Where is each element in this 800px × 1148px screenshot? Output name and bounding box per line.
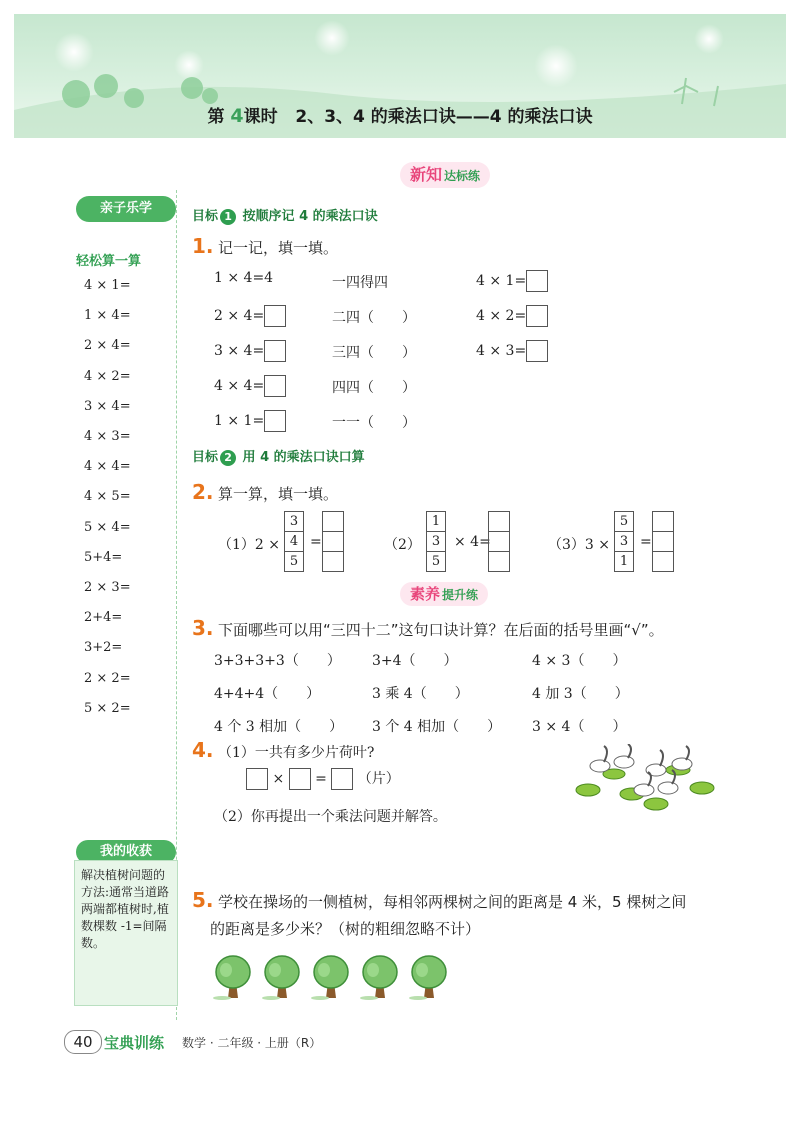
- q1-equation-text: 4 × 2=: [476, 308, 527, 324]
- q3-heading: [192, 616, 664, 640]
- quick-calc-title: 轻松算一算: [76, 254, 142, 269]
- q2-p2-answer-column[interactable]: [488, 511, 510, 572]
- section-new-label: 新知: [410, 165, 443, 184]
- brand-logo: 宝典训练: [104, 1034, 165, 1052]
- quick-calc-item: 4 × 5=: [84, 489, 131, 505]
- quick-calc-item: 5 × 4=: [84, 519, 131, 535]
- q2-p1-label: （1）2 ×: [218, 537, 280, 553]
- q5-heading: [192, 888, 686, 912]
- q2-text: 算一算，填一填。: [217, 485, 338, 503]
- q1-equation-text: 3 × 4=: [214, 343, 265, 359]
- header-banner: [14, 14, 786, 138]
- q1-equation: [214, 375, 286, 397]
- quick-calc-item: 2 × 3=: [84, 580, 131, 595]
- q2-p3-label: （3）3 ×: [548, 537, 610, 553]
- goal-1-prefix: 目标: [192, 209, 219, 224]
- q1-rhyme: 一一（ ）: [332, 415, 416, 431]
- q2-p3-cell: 5: [615, 512, 634, 532]
- q1-text: 记一记，填一填。: [217, 239, 338, 257]
- tip-box: 解决植树问题的方法:通常当道路两端都植树时,植数棵数 -1=间隔数。: [74, 860, 178, 1006]
- q5-line1: 学校在操场的一侧植树，每相邻两棵树之间的距离是 4 米，5 棵树之间: [217, 893, 687, 911]
- q2-p3-cell: 3: [615, 532, 634, 552]
- q5-line2: 的距离是多少米？（树的粗细忽略不计）: [210, 920, 481, 938]
- q1-equation-text: 4 × 3=: [476, 343, 527, 359]
- q2-heading: [192, 480, 338, 504]
- tree-icon: [408, 952, 450, 1000]
- quick-calc-item: 4 × 1=: [84, 278, 131, 293]
- answer-box[interactable]: [289, 768, 311, 790]
- lesson-prefix: 第: [207, 107, 225, 127]
- q1-rhyme: 二四（ ）: [332, 310, 416, 326]
- q3-option[interactable]: 3+3+3+3（ ）: [214, 653, 341, 669]
- q2-p3-answer-column[interactable]: [652, 511, 674, 572]
- q1-equation-text: 4 × 1=: [476, 273, 527, 289]
- goal-1-number: 1: [220, 209, 236, 225]
- q2-number: 2.: [192, 480, 214, 504]
- q2-p1-equals: =: [310, 534, 322, 550]
- q2-p1-cell: 3: [285, 512, 304, 532]
- q1-rhyme: 一四得四: [332, 275, 388, 291]
- answer-box[interactable]: [526, 340, 548, 362]
- lesson-number: 4: [230, 105, 244, 127]
- tree-icon: [310, 952, 352, 1000]
- answer-box[interactable]: [653, 512, 674, 532]
- q3-option[interactable]: 3 乘 4（ ）: [372, 686, 469, 702]
- answer-box[interactable]: [526, 270, 548, 292]
- q3-number: 3.: [192, 616, 214, 640]
- q3-option[interactable]: 4+4+4（ ）: [214, 686, 321, 702]
- quick-calc-item: 4 × 4=: [84, 459, 131, 475]
- equals-sign: =: [315, 771, 327, 787]
- tree-icon: [359, 952, 401, 1000]
- answer-box[interactable]: [264, 410, 286, 432]
- q3-option[interactable]: 3+4（ ）: [372, 653, 458, 669]
- q1-equation: [476, 270, 548, 292]
- answer-box[interactable]: [489, 552, 510, 572]
- section-improve-label: 素养: [410, 585, 441, 603]
- q2-p2-column: [426, 511, 446, 572]
- lesson-topic: 2、3、4 的乘法口诀——4 的乘法口诀: [295, 107, 593, 127]
- q2-p3-equals: =: [640, 534, 652, 550]
- q2-p1-cell: 4: [285, 532, 304, 552]
- q1-equation-text: 1 × 4=4: [214, 270, 274, 286]
- section-new-sub: 达标练: [444, 169, 481, 183]
- q4-number: 4.: [192, 738, 214, 762]
- answer-box[interactable]: [331, 768, 353, 790]
- quick-calc-item: 3 × 4=: [84, 398, 131, 414]
- answer-box[interactable]: [246, 768, 268, 790]
- goal-1-text: 按顺序记 4 的乘法口诀: [242, 209, 378, 224]
- q1-equation: [476, 305, 548, 327]
- q4-equation: [246, 768, 400, 790]
- q2-p2-cell: 5: [427, 552, 446, 572]
- q1-rhyme: 三四（ ）: [332, 345, 416, 361]
- times-sign: ×: [272, 771, 285, 787]
- q3-text: 下面哪些可以用“三四十二”这句口诀计算？在后面的括号里画“√”。: [217, 621, 664, 639]
- answer-box[interactable]: [323, 532, 344, 552]
- answer-box[interactable]: [264, 305, 286, 327]
- q1-equation: [214, 305, 286, 327]
- q1-equation: [476, 340, 548, 362]
- answer-box[interactable]: [489, 532, 510, 552]
- q2-p1-column: [284, 511, 304, 572]
- q4-part2: （2）你再提出一个乘法问题并解答。: [214, 809, 447, 825]
- q3-option[interactable]: 3 个 4 相加（ ）: [372, 719, 502, 735]
- q1-rhyme: 四四（ ）: [332, 380, 416, 396]
- lesson-title: [14, 102, 786, 127]
- answer-box[interactable]: [323, 552, 344, 572]
- quick-calc-item: 1 × 4=: [84, 308, 131, 324]
- q4-part1: （1）一共有多少片荷叶?: [217, 745, 375, 761]
- quick-calc-item: 5+4=: [84, 549, 123, 565]
- section-improve-header: [400, 582, 488, 606]
- answer-box[interactable]: [489, 512, 510, 532]
- q1-heading: [192, 234, 338, 258]
- answer-box[interactable]: [264, 340, 286, 362]
- quick-calc-item: 2 × 2=: [84, 670, 131, 686]
- q1-equation-text: 4 × 4=: [214, 378, 265, 394]
- q2-p2-cell: 1: [427, 512, 446, 532]
- q1-equation: [214, 340, 286, 362]
- q2-p2-label: （2）: [384, 537, 421, 553]
- page-number: 40: [64, 1030, 102, 1054]
- unit-label: （片）: [357, 771, 400, 787]
- book-info: 数学 · 二年级 · 上册（R）: [182, 1036, 322, 1050]
- answer-box[interactable]: [323, 512, 344, 532]
- q1-equation-text: 2 × 4=: [214, 308, 265, 324]
- answer-box[interactable]: [653, 552, 674, 572]
- harvest-tag: 我的收获: [76, 840, 176, 864]
- goal-2-prefix: 目标: [192, 450, 219, 465]
- quick-calc-item: 4 × 2=: [84, 368, 131, 384]
- section-new-header: [400, 162, 490, 188]
- q3-option[interactable]: 3 × 4（ ）: [532, 719, 627, 735]
- q2-p2-cell: 3: [427, 532, 446, 552]
- answer-box[interactable]: [526, 305, 548, 327]
- goal-2: [192, 446, 365, 466]
- section-improve-sub: 提升练: [442, 588, 479, 602]
- q2-p1-cell: 5: [285, 552, 304, 572]
- family-learning-tag: 亲子乐学: [76, 196, 176, 222]
- goal-2-number: 2: [220, 450, 236, 466]
- q2-p2-equals: × 4=: [454, 534, 491, 550]
- q1-equation: [214, 270, 273, 286]
- tree-icon: [261, 952, 303, 1000]
- answer-box[interactable]: [653, 532, 674, 552]
- quick-calc-item: 3+2=: [84, 640, 123, 656]
- q1-equation: [214, 410, 286, 432]
- q2-p1-answer-column[interactable]: [322, 511, 344, 572]
- swans-lotus-illustration: [570, 744, 720, 816]
- quick-calc-item: 5 × 2=: [84, 700, 131, 716]
- q3-option[interactable]: 4 加 3（ ）: [532, 686, 629, 702]
- goal-2-text: 用 4 的乘法口诀口算: [242, 450, 365, 465]
- answer-box[interactable]: [264, 375, 286, 397]
- q5-number: 5.: [192, 888, 214, 912]
- q3-option[interactable]: 4 个 3 相加（ ）: [214, 719, 344, 735]
- q4-heading: [192, 738, 374, 762]
- q1-equation-text: 1 × 1=: [214, 413, 265, 429]
- goal-1: [192, 205, 378, 225]
- q1-number: 1.: [192, 234, 214, 258]
- quick-calc-item: 2+4=: [84, 610, 123, 626]
- tree-icon: [212, 952, 254, 1000]
- q3-option[interactable]: 4 × 3（ ）: [532, 653, 627, 669]
- quick-calc-item: 2 × 4=: [84, 338, 131, 354]
- quick-calc-item: 4 × 3=: [84, 429, 131, 444]
- lesson-suffix: 课时: [243, 107, 278, 127]
- q2-p3-cell: 1: [615, 552, 634, 572]
- q2-p3-column: [614, 511, 634, 572]
